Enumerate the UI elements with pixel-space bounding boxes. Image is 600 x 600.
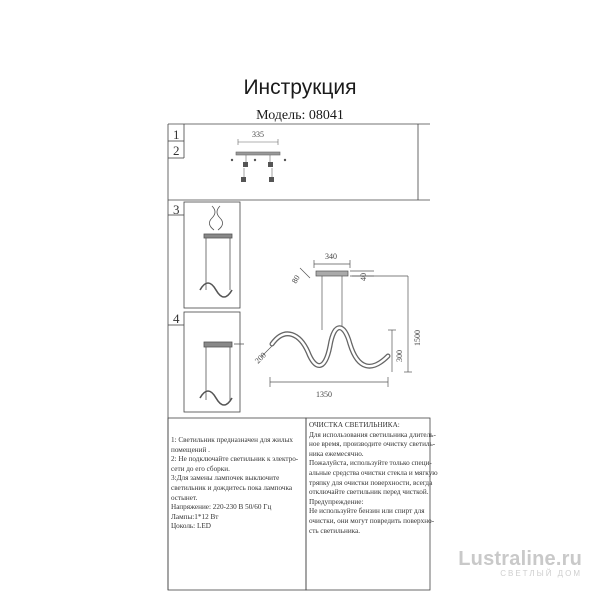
step-1-label: 1 [173, 127, 180, 142]
cleaning-line: Не используйте бензин или спирт для [309, 507, 425, 516]
step-4-label: 4 [173, 311, 180, 326]
step-2-label: 2 [173, 143, 180, 158]
page-title: Инструкция [243, 76, 357, 99]
step-3-label: 3 [173, 202, 180, 217]
cleaning-line: ОЧИСТКА СВЕТИЛЬНИКА: [309, 421, 400, 429]
dim-340: 340 [325, 252, 337, 261]
cleaning-line: альные средства очистки стекла и мягкую [309, 468, 438, 477]
specs-line: 2: Не подключайте светильник к электро- [171, 455, 299, 464]
specs-line: 3:Для замены лампочек выключите [171, 474, 280, 483]
dim-1350: 1350 [316, 390, 332, 399]
specs-text-box [171, 436, 298, 532]
watermark-tagline: СВЕТЛЫЙ ДОМ [500, 569, 582, 578]
cleaning-line: Для использования светильника длитель- [309, 430, 436, 439]
cleaning-line: Предупреждение: [309, 497, 364, 506]
specs-line: Цоколь: LED [171, 522, 211, 531]
dim-200: 200 [253, 350, 268, 366]
specs-line: сети до его сборки. [171, 464, 230, 473]
watermark-name: Lustraline.ru [458, 548, 582, 570]
specs-line: помещений . [171, 445, 210, 454]
dim-335: 335 [252, 130, 264, 139]
cleaning-line: Пожалуйста, используйте только специ- [309, 459, 432, 468]
cleaning-text-box [309, 421, 438, 536]
dim-300: 300 [395, 350, 404, 362]
specs-line: светильник и дождитесь пока лампочка [171, 483, 293, 492]
cleaning-line: ное время, производите очистку светиль- [309, 440, 436, 449]
watermark-logo [458, 548, 582, 578]
cleaning-line: тряпку для очистки поверхности, всегда [309, 478, 433, 487]
dim-80: 80 [289, 273, 302, 285]
model-label: Модель: 08041 [256, 108, 344, 123]
cleaning-line: сть светильника. [309, 526, 361, 535]
specs-line: Лампы:1*12 Вт [171, 512, 219, 521]
cleaning-line: ника ежемесячно. [309, 449, 364, 458]
dim-40: 40 [359, 273, 368, 281]
specs-line: остынет. [171, 493, 198, 502]
specs-line: Напряжение: 220-230 В 50/60 Гц [171, 503, 272, 512]
dim-1500: 1500 [413, 330, 422, 346]
cleaning-line: очистки, они могут повредить поверхно- [309, 516, 435, 525]
specs-line: 1: Светильник предназначен для жилых [171, 436, 293, 444]
cleaning-line: отключайте светильник перед чисткой. [309, 488, 429, 497]
